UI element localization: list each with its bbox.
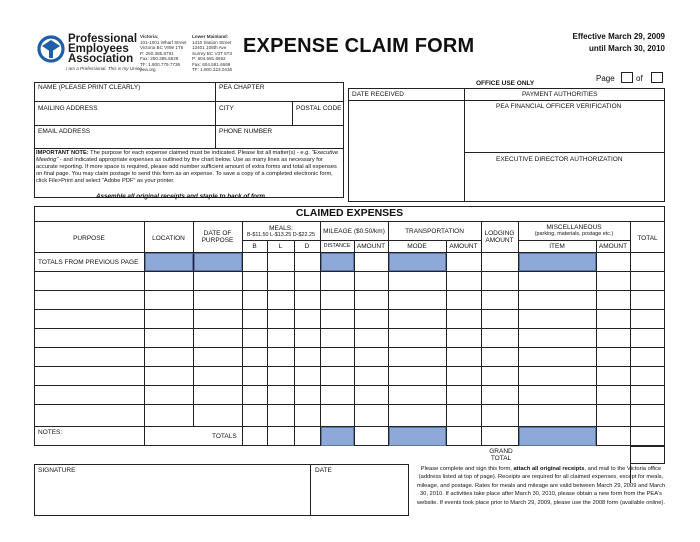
mileage-header: MILEAGE ($0.50/km) (323, 228, 385, 235)
meal-l-header: L (278, 243, 283, 250)
expense-row-7[interactable] (35, 386, 144, 404)
totals-item-shaded (519, 427, 596, 446)
form-title: EXPENSE CLAIM FORM (243, 35, 475, 57)
important-note: IMPORTANT NOTE: The purpose for each expense claimed must be indicated. Please list all matter(s) - e.g. "Executive Meeting" - and indicated appropriate expenses as outlined by the chart below. Use as many lines as necessary for accurate reporting. If more space is required, please add number sufficient amount of extra forms and total all expenses on final page. You may claim postage to send this form as an expense. To save a copy of a completed electronic form, click File>Print and select "Adobe PDF" as your printer. (36, 150, 339, 184)
phone-number-label: PHONE NUMBER (219, 128, 273, 135)
office-use-only-label: OFFICE USE ONLY (476, 80, 535, 87)
totals-mode-shaded (389, 427, 446, 446)
lower-mainland-address-line: 1410 Station Street (192, 39, 232, 45)
mailing-address-label: MAILING ADDRESS (38, 105, 98, 112)
totals-distance-shaded (321, 427, 354, 446)
previous-item-shaded (519, 253, 596, 271)
date-of-purpose-header: DATE OF PURPOSE (201, 230, 234, 245)
email-address-label: EMAIL ADDRESS (38, 128, 91, 135)
miscellaneous-header: MISCELLANEOUS (546, 224, 602, 231)
name-label: NAME (PLEASE PRINT CLEARLY) (38, 84, 141, 91)
location-header: LOCATION (152, 235, 185, 242)
victoria-address-line: 101-1001 Wharf Street (140, 39, 187, 45)
postal-code-label: POSTAL CODE (296, 105, 342, 112)
lower-mainland-office-address (192, 34, 232, 73)
pea-logo-icon (36, 34, 66, 64)
victoria-address-line: P: 250.385.8791 (140, 50, 174, 56)
date-label: DATE (315, 467, 332, 474)
signature-field[interactable] (36, 477, 308, 514)
totals-label: TOTALS (212, 433, 237, 440)
date-received-label: DATE RECEIVED (352, 91, 404, 98)
lower-mainland-address-line: TF: 1.800.323.0436 (192, 67, 233, 72)
date-field[interactable] (312, 477, 407, 514)
expense-row-2[interactable] (35, 291, 144, 309)
meal-d-header: D (304, 243, 310, 250)
victoria-office-address (140, 34, 186, 73)
logo-wordmark: Professional Employees Association (68, 33, 138, 65)
lower-mainland-address-line: Fax: 604.581.6669 (192, 61, 231, 67)
effective-dates: Effective March 29, 2009 until March 30, 2010 (572, 32, 665, 53)
meals-header: MEALS: (269, 225, 293, 232)
page-number-field[interactable] (621, 72, 633, 83)
victoria-address-line: Fax: 250.385.6629 (140, 56, 179, 61)
lower-mainland-address-line: Lower Mainland: (192, 34, 229, 39)
lower-mainland-address-line: 13401 108th Ave (192, 45, 227, 50)
previous-date-shaded (194, 253, 242, 271)
signature-label: SIGNATURE (38, 467, 76, 474)
previous-mode-shaded (389, 253, 446, 271)
executive-director-label: EXECUTIVE DIRECTOR AUTHORIZATION (496, 156, 623, 163)
victoria-address-line: pea.org (140, 67, 156, 72)
notes-label: NOTES: (38, 429, 63, 436)
page-total-field[interactable] (651, 72, 663, 83)
victoria-address-line: Victoria: (140, 34, 159, 39)
financial-officer-label: PEA FINANCIAL OFFICER VERIFICATION (496, 103, 622, 110)
purpose-header: PURPOSE (73, 235, 105, 242)
expense-row-5[interactable] (35, 348, 144, 366)
total-header: TOTAL (637, 235, 658, 242)
victoria-address-line: Victoria BC V8W 1T6 (140, 45, 184, 50)
mailing-instructions: Please complete and sign this form, attach all original receipts, and mail to the Victoria office (address listed at top of page). Receipts are required for all claimed expenses, except for meals, mileage, and postage. Rates for meals and mileage are valid between March 29, 2009 and March 30, 2010. If activities take place after March 30, 2010, please obtain a new form from the PEA's website. If events took place prior to March 29, 2009, please use the 2008 form (available online). (416, 466, 666, 506)
claimed-expenses-title: CLAIMED EXPENSES (295, 207, 404, 219)
lodging-header: LODGING AMOUNT (484, 230, 515, 245)
city-label: CITY (219, 105, 234, 112)
lower-mainland-address-line: Surrey BC V3T 5T3 (192, 50, 232, 56)
of-label: of (636, 74, 643, 83)
totals-previous-page-label: TOTALS FROM PREVIOUS PAGE (38, 259, 139, 266)
expense-row-6[interactable] (35, 367, 144, 385)
transportation-header: TRANSPORTATION (405, 228, 464, 235)
page-label: Page (596, 74, 615, 83)
meal-b-header: B (252, 243, 257, 250)
previous-location-shaded (145, 253, 193, 271)
pea-chapter-label: PEA CHAPTER (219, 84, 265, 91)
mileage-amount-header: AMOUNT (356, 243, 386, 250)
miscellaneous-subheader: (parking, materials, postage etc.) (534, 231, 614, 237)
transport-amount-header: AMOUNT (449, 243, 478, 250)
expense-row-8[interactable] (35, 405, 144, 425)
payment-authorities-label: PAYMENT AUTHORITIES (522, 91, 598, 98)
misc-amount-header: AMOUNT (598, 243, 628, 250)
logo-tagline: I am a Professional. This is my Union. (66, 66, 144, 71)
assemble-receipts-note: Assemble all original receipts and staple to back of form. (96, 193, 267, 200)
previous-distance-shaded (321, 253, 354, 271)
expense-row-4[interactable] (35, 329, 144, 347)
distance-header: DISTANCE (323, 243, 351, 249)
expense-row-3[interactable] (35, 310, 144, 328)
expense-row-1[interactable] (35, 272, 144, 290)
grand-total-label: GRAND TOTAL (489, 448, 513, 463)
transport-mode-header: MODE (407, 243, 427, 250)
name-field[interactable] (35, 92, 214, 100)
grand-total-field[interactable] (630, 446, 665, 464)
misc-item-header: ITEM (549, 243, 565, 250)
meals-rates-header: B-$11.50 L-$13.25 D-$22.25 (247, 232, 315, 238)
lower-mainland-address-line: P: 604.581.6662 (192, 56, 226, 61)
victoria-address-line: TF: 1.800.779.7736 (140, 61, 181, 67)
